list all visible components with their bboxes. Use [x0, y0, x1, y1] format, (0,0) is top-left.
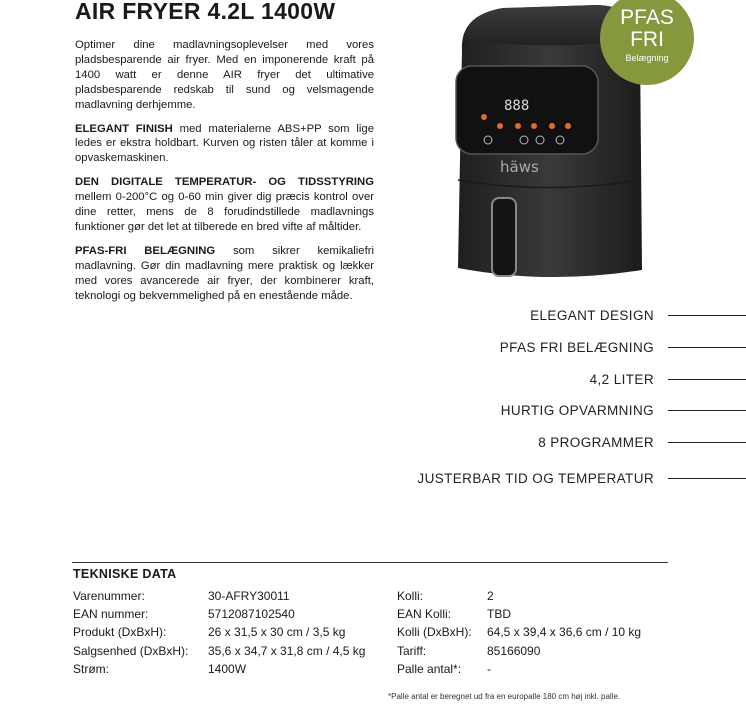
description-paragraph-1: Optimer dine madlavningsoplevelser med vores pladsbesparende air fryer. Med en imponerende kraft på 1400 watt er denne AIR fryer det ultimative pladsbesparende redskab til sund og velsmagende madlavning derhjemme.	[75, 39, 374, 111]
feature-line	[668, 347, 746, 348]
preset-icon	[515, 123, 521, 129]
feature-item: 4,2 LITER	[590, 370, 746, 388]
preset-icon	[549, 123, 555, 129]
product-description	[75, 38, 374, 313]
display-digits: 888	[504, 98, 530, 114]
pfas-fri-badge	[600, 0, 694, 85]
tech-row: Strøm: 1400W	[73, 661, 247, 676]
badge-line-1: PFAS	[620, 6, 674, 29]
tech-row: Produkt (DxBxH): 26 x 31,5 x 30 cm / 3,5 kg	[73, 625, 346, 640]
feature-line	[668, 315, 746, 316]
tech-row: Kolli (DxBxH): 64,5 x 39,4 x 36,6 cm / 10 kg	[397, 625, 642, 640]
feature-item: HURTIG OPVARMNING	[501, 401, 746, 419]
tech-data-heading: TEKNISKE DATA	[73, 567, 177, 581]
tech-row: Kolli: 2	[397, 589, 494, 603]
feature-line	[668, 442, 746, 443]
preset-icon	[481, 114, 487, 120]
product-title: AIR FRYER 4.2L 1400W	[75, 0, 336, 24]
tech-row: Varenummer: 30-AFRY30011	[73, 589, 290, 603]
tech-row: Palle antal*: -	[397, 661, 491, 676]
feature-item: 8 PROGRAMMER	[538, 433, 746, 451]
basket-handle	[492, 198, 516, 276]
paragraph-heading: PFAS-FRI BELÆGNING	[75, 244, 216, 257]
section-divider	[72, 562, 668, 563]
tech-table-right	[397, 587, 641, 678]
preset-icon	[565, 123, 571, 129]
tech-row: Salgsenhed (DxBxH): 35,6 x 34,7 x 31,8 cm / 4,5 kg	[73, 643, 366, 658]
badge-line-3: Belægning	[625, 53, 669, 63]
paragraph-heading: DEN DIGITALE TEMPERATUR- OG TIDSSTYRING	[75, 176, 374, 189]
feature-line	[668, 379, 746, 380]
tech-table-left	[73, 587, 365, 678]
feature-item: JUSTERBAR TID OG TEMPERATUR	[417, 469, 746, 487]
brand-logo: häws	[500, 158, 539, 176]
preset-icon	[531, 123, 537, 129]
tech-row: Tariff: 85166090	[397, 643, 541, 658]
description-paragraph-4: PFAS-FRI BELÆGNING som sikrer kemikaliefri madlavning. Gør din madlavning mere praktisk og lækker med vores avancerede air fryer, der kombinerer kraft, teknologi og bekvemmelighed på en enestående måde.	[75, 244, 374, 302]
feature-item: ELEGANT DESIGN	[530, 306, 746, 324]
description-paragraph-2: ELEGANT FINISH med materialerne ABS+PP som lige ledes er ekstra holdbart. Kurven og risten tåler at komme i opvaskemaskinen.	[75, 122, 374, 165]
description-paragraph-3: DEN DIGITALE TEMPERATUR- OG TIDSSTYRING mellem 0-200°C og 0-60 min giver dig præcis kontrol over dine retter, mens de 8 forudindstillede madlavnings funktioner gør det let at tilberede en bred vifte af måltider.	[75, 176, 374, 233]
feature-line	[668, 478, 746, 479]
feature-line	[668, 410, 746, 411]
badge-line-2: FRI	[630, 28, 664, 51]
feature-item: PFAS FRI BELÆGNING	[500, 338, 746, 356]
preset-icon	[497, 123, 503, 129]
tech-row: EAN Kolli: TBD	[397, 607, 511, 622]
paragraph-heading: ELEGANT FINISH	[75, 122, 173, 135]
tech-row: EAN nummer: 5712087102540	[73, 607, 295, 622]
pallet-footnote: *Palle antal er beregnet ud fra en europalle 180 cm høj inkl. palle.	[388, 692, 621, 701]
